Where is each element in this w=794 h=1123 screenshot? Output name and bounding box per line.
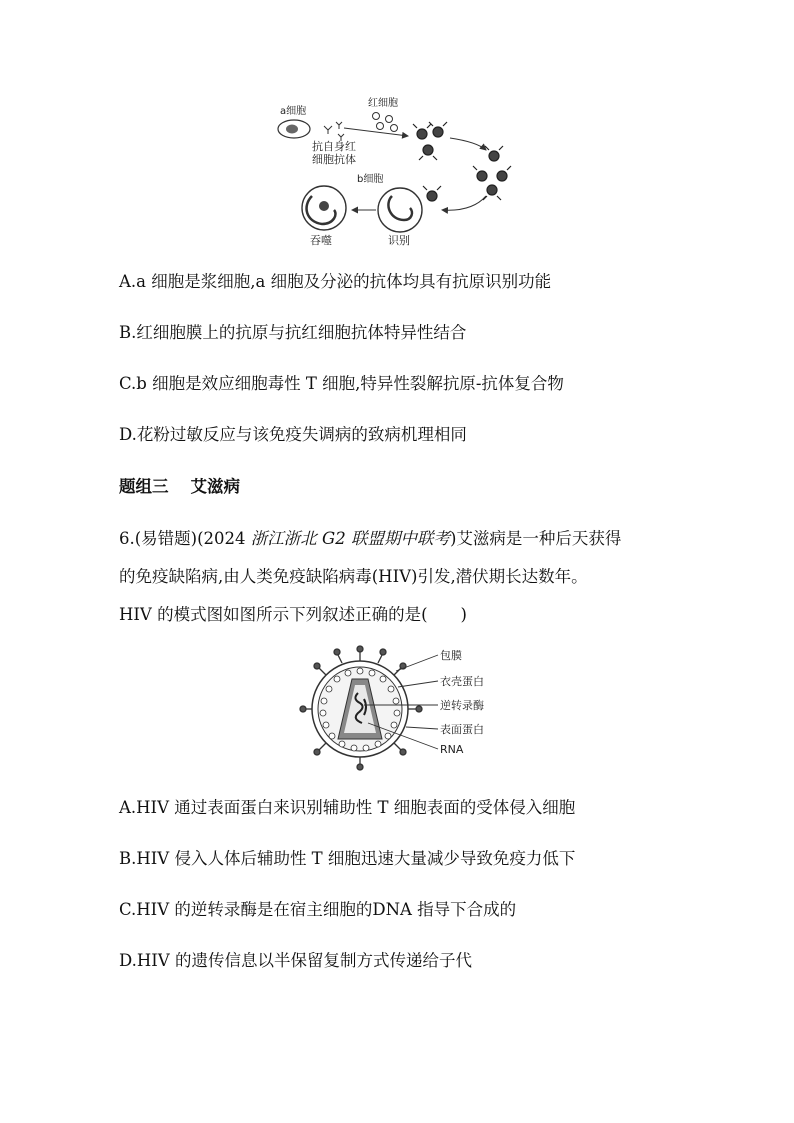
q6-source: 浙江浙北 G2 联盟期中联考 (250, 529, 450, 548)
figure-hiv-model (298, 643, 508, 773)
q6-option-a: A.HIV 通过表面蛋白来识别辅助性 T 细胞表面的受体侵入细胞 (119, 798, 576, 817)
section-subtitle: 艾滋病 (190, 477, 240, 496)
coated-red-cell-icon (423, 186, 441, 201)
hiv-label-rna: RNA (440, 743, 464, 756)
coated-red-cell-icon (413, 122, 447, 160)
hiv-label-reverse-transcriptase: 逆转录酶 (440, 699, 484, 712)
recognize-label: 识别 (388, 234, 410, 247)
q5-option-c: C.b 细胞是效应细胞毒性 T 细胞,特异性裂解抗原-抗体复合物 (119, 374, 564, 393)
q6-stem-line2: 的免疫缺陷病,由人类免疫缺陷病毒(HIV)引发,潜伏期长达数年。 (119, 567, 588, 586)
q6-option-b: B.HIV 侵入人体后辅助性 T 细胞迅速大量减少导致免疫力低下 (119, 849, 576, 868)
hiv-virion-icon (300, 646, 422, 770)
antibody-label-line1: 抗自身红 (312, 140, 356, 153)
a-cell-label: a细胞 (280, 106, 307, 117)
antibody-icon (324, 122, 344, 141)
section-title: 题组三 (119, 477, 169, 496)
q5-option-a: A.a 细胞是浆细胞,a 细胞及分泌的抗体均具有抗原识别功能 (119, 272, 552, 291)
figure-autoimmune-diagram (272, 92, 532, 252)
q6-after-source: )艾滋病是一种后天获得 (449, 529, 622, 548)
q5-option-b: B.红细胞膜上的抗原与抗红细胞抗体特异性结合 (119, 323, 467, 342)
q6-option-d: D.HIV 的遗传信息以半保留复制方式传递给子代 (119, 951, 472, 970)
antibody-label-line2: 细胞抗体 (312, 153, 356, 166)
q6-option-c: C.HIV 的逆转录酶是在宿主细胞的DNA 指导下合成的 (119, 900, 517, 919)
hiv-label-capsid: 衣壳蛋白 (440, 675, 484, 688)
engulf-label: 吞噬 (310, 234, 332, 247)
section-heading (119, 475, 240, 499)
q6-stem-line3: HIV 的模式图如图所示下列叙述正确的是( ) (119, 605, 467, 624)
q5-option-d: D.花粉过敏反应与该免疫失调病的致病机理相同 (119, 425, 467, 444)
hiv-label-envelope: 包膜 (440, 649, 462, 662)
coated-red-cell-icon (473, 146, 511, 200)
b-cell-icon (378, 188, 422, 232)
phagocyte-icon (302, 186, 346, 230)
q6-prefix: 6.(易错题)(2024 (119, 529, 251, 548)
hiv-label-surface-protein: 表面蛋白 (440, 723, 484, 736)
b-cell-label: b细胞 (357, 174, 384, 185)
red-cell-icon (373, 113, 398, 132)
a-cell-icon (278, 120, 310, 138)
q6-stem-line1 (119, 527, 621, 551)
red-cell-label: 红细胞 (368, 98, 398, 109)
